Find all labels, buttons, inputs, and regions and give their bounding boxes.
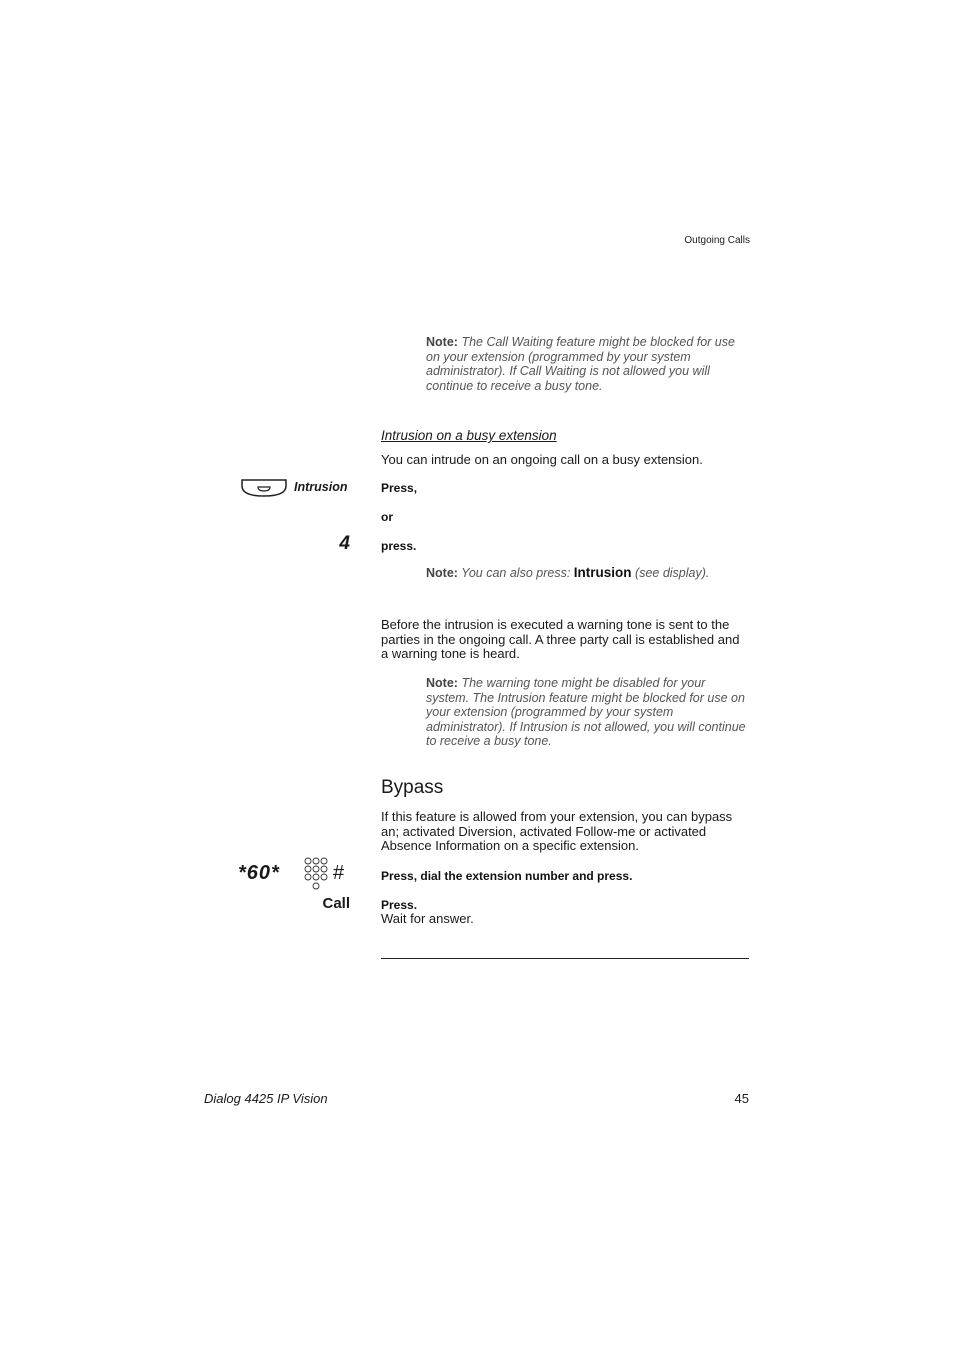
section-divider bbox=[381, 958, 749, 959]
page-number: 45 bbox=[734, 1091, 749, 1106]
softkey-icon bbox=[240, 478, 288, 503]
running-header: Outgoing Calls bbox=[684, 235, 750, 246]
instruction-dial: Press, dial the extension number and press. bbox=[381, 869, 633, 883]
intrusion-intro: You can intrude on an ongoing call on a busy extension. bbox=[381, 452, 703, 467]
note-text: The Call Waiting feature might be blocked for use on your extension (programmed by your system administrator). If Call Waiting is not allowed you will continue to receive a busy tone. bbox=[426, 335, 735, 393]
note-also-press bbox=[426, 566, 751, 581]
bypass-intro: If this feature is allowed from your extension, you can bypass an; activated Diversion, activated Follow-me or activated Absence Information on a specific extension. bbox=[381, 809, 733, 853]
note-text: The warning tone might be disabled for your system. The Intrusion feature might be blocked for use on your extension (programmed by your system administrator). If Intrusion is not allowed, you will continue to receive a busy tone. bbox=[426, 676, 746, 748]
footer-title: Dialog 4425 IP Vision bbox=[204, 1091, 328, 1106]
intrusion-body: Before the intrusion is executed a warning tone is sent to the parties in the ongoing call. A three party call is established and a warning tone is heard. bbox=[381, 617, 740, 661]
note-label: Note: bbox=[426, 566, 458, 580]
note-call-waiting bbox=[426, 335, 751, 393]
hash-key: # bbox=[333, 862, 345, 884]
note-label: Note: bbox=[426, 676, 458, 690]
softkey-label-intrusion: Intrusion bbox=[294, 480, 348, 494]
bypass-heading: Bypass bbox=[381, 777, 444, 798]
instruction-or: or bbox=[381, 510, 393, 524]
note-key: Intrusion bbox=[573, 565, 632, 580]
digit-key-4: 4 bbox=[339, 533, 350, 554]
instruction-press: Press, bbox=[381, 481, 418, 495]
note-post: (see display). bbox=[635, 566, 710, 580]
note-pre: You can also press: bbox=[461, 566, 571, 580]
call-key: Call bbox=[322, 895, 350, 912]
note-label: Note: bbox=[426, 335, 458, 349]
bypass-code: *60* bbox=[238, 862, 280, 884]
note-warning-tone bbox=[426, 676, 751, 749]
intrusion-heading: Intrusion on a busy extension bbox=[381, 428, 557, 443]
instruction-wait: Wait for answer. bbox=[381, 911, 474, 926]
keypad-icon bbox=[303, 857, 329, 896]
instruction-press-call: Press. bbox=[381, 898, 418, 912]
instruction-press-digit: press. bbox=[381, 539, 417, 553]
